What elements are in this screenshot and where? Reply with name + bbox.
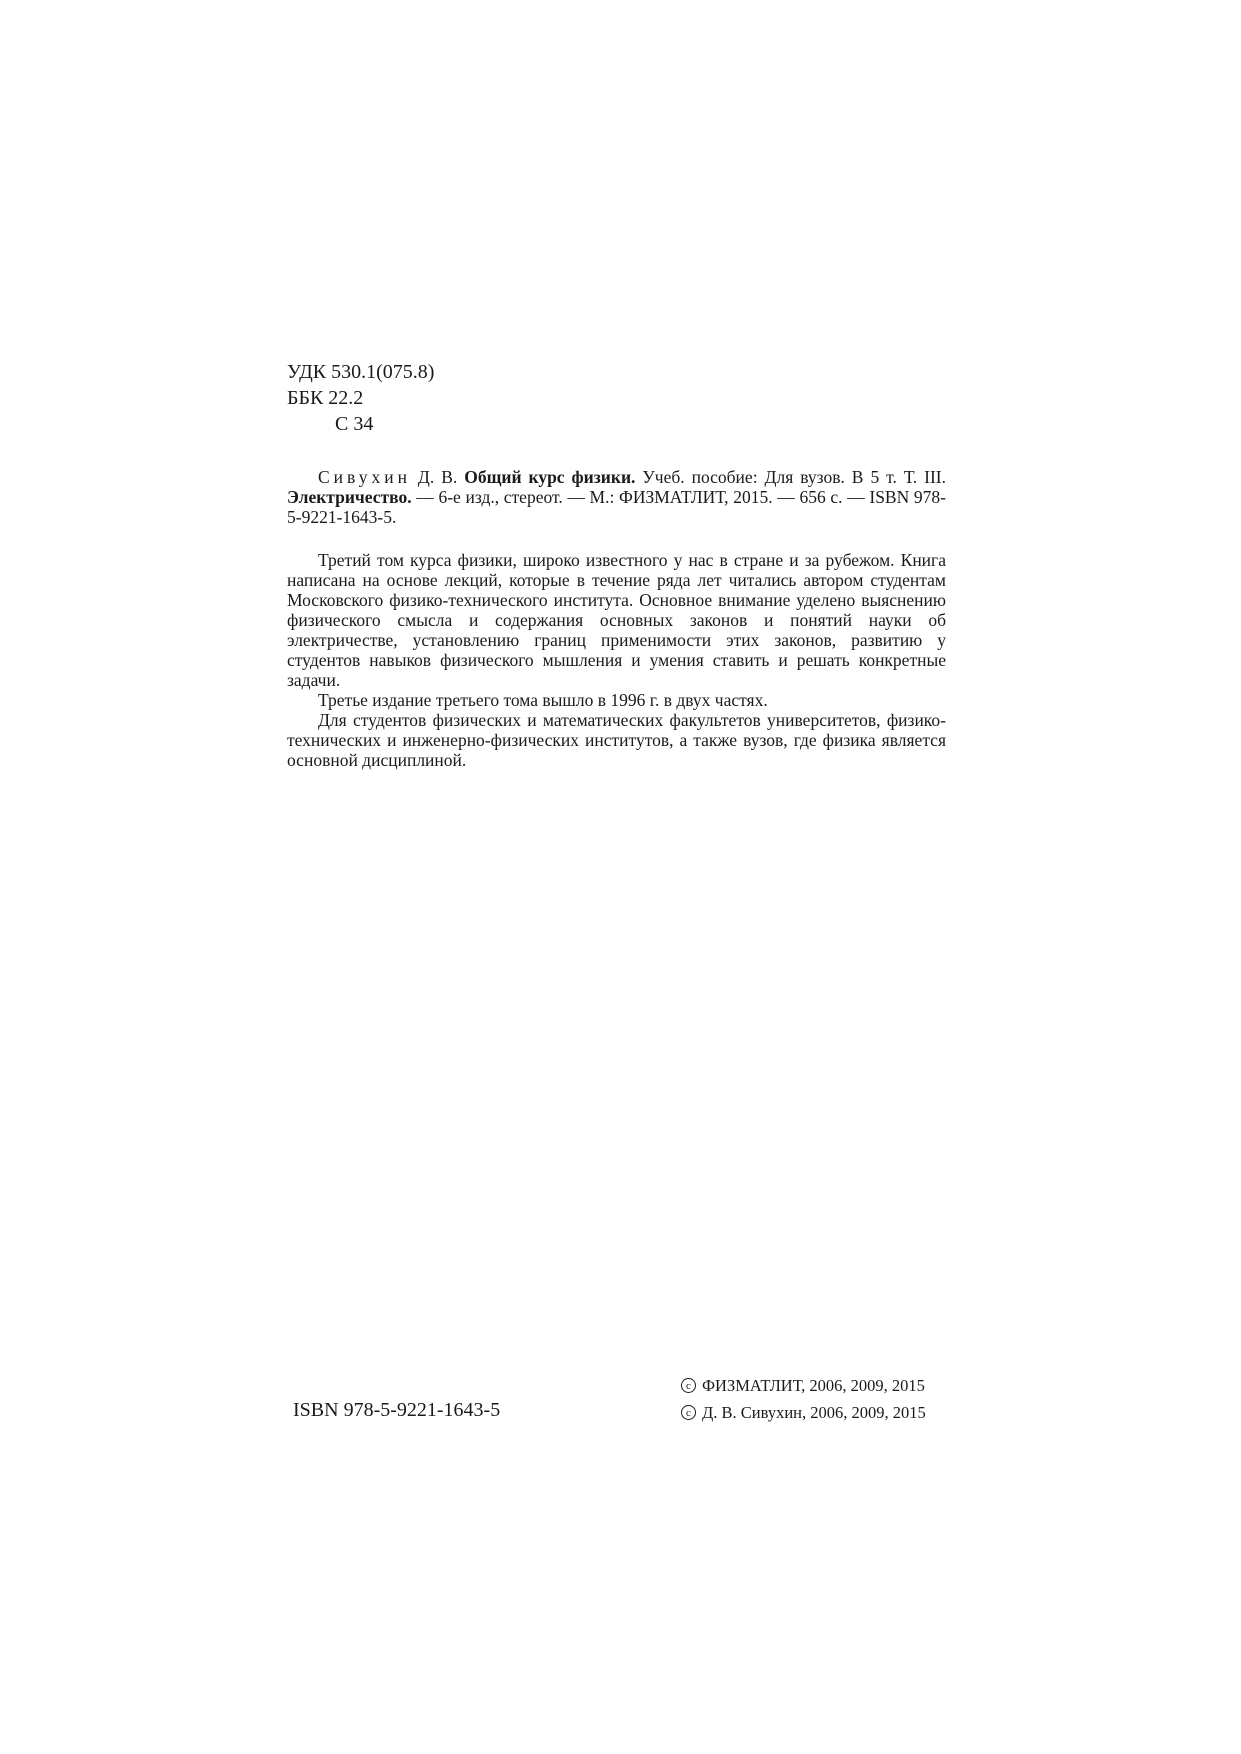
author-mark: С 34 [335, 413, 374, 435]
udk-code: УДК 530.1(075.8) [287, 361, 435, 383]
copyright-icon: c [681, 1405, 696, 1420]
copyright-block [681, 1372, 946, 1426]
edition-details-1: Учеб. пособие: Для вузов. В 5 т. Т. III. [635, 467, 946, 487]
author-initials: Д. В. [410, 467, 465, 487]
main-text [287, 467, 946, 770]
copyright-icon: c [681, 1378, 696, 1393]
copyright-publisher-text: ФИЗМАТЛИТ, 2006, 2009, 2015 [702, 1376, 925, 1395]
volume-title: Электричество. [287, 487, 412, 507]
classification-block [287, 359, 434, 437]
bibliographic-record [287, 467, 946, 527]
copyright-author [681, 1399, 946, 1426]
book-title: Общий курс физики. [464, 467, 636, 487]
annotation-paragraph: Третье издание третьего тома вышло в 1996 г. в двух частях. [318, 690, 768, 710]
author-surname: Сивухин [318, 467, 411, 487]
annotation-paragraph: Третий том курса физики, широко известного у нас в стране и за рубежом. Книга написана на основе лекций, которые в течение ряда лет читались автором студентам Московского физико-технического института. Основное внимание уделено выяснению физического смысла и содержания основных законов и понятий науки об электричестве, установлению границ применимости этих законов, развитию у студентов навыков физического мышления и умения ставить и решать конкретные задачи. [287, 550, 946, 690]
annotation-paragraph: Для студентов физических и математических факультетов университетов, физико-технических и инженерно-физических институтов, а также вузов, где физика является основной дисциплиной. [287, 710, 946, 770]
isbn: ISBN 978-5-9221-1643-5 [293, 1399, 501, 1421]
copyright-author-text: Д. В. Сивухин, 2006, 2009, 2015 [702, 1403, 926, 1422]
copyright-publisher [681, 1372, 946, 1399]
bbk-code: ББК 22.2 [287, 387, 364, 409]
edition-details-2: — 6-е изд., стереот. — М.: ФИЗМАТЛИТ, 2015. — 656 с. — ISBN 978-5-9221-1643-5. [287, 487, 946, 527]
